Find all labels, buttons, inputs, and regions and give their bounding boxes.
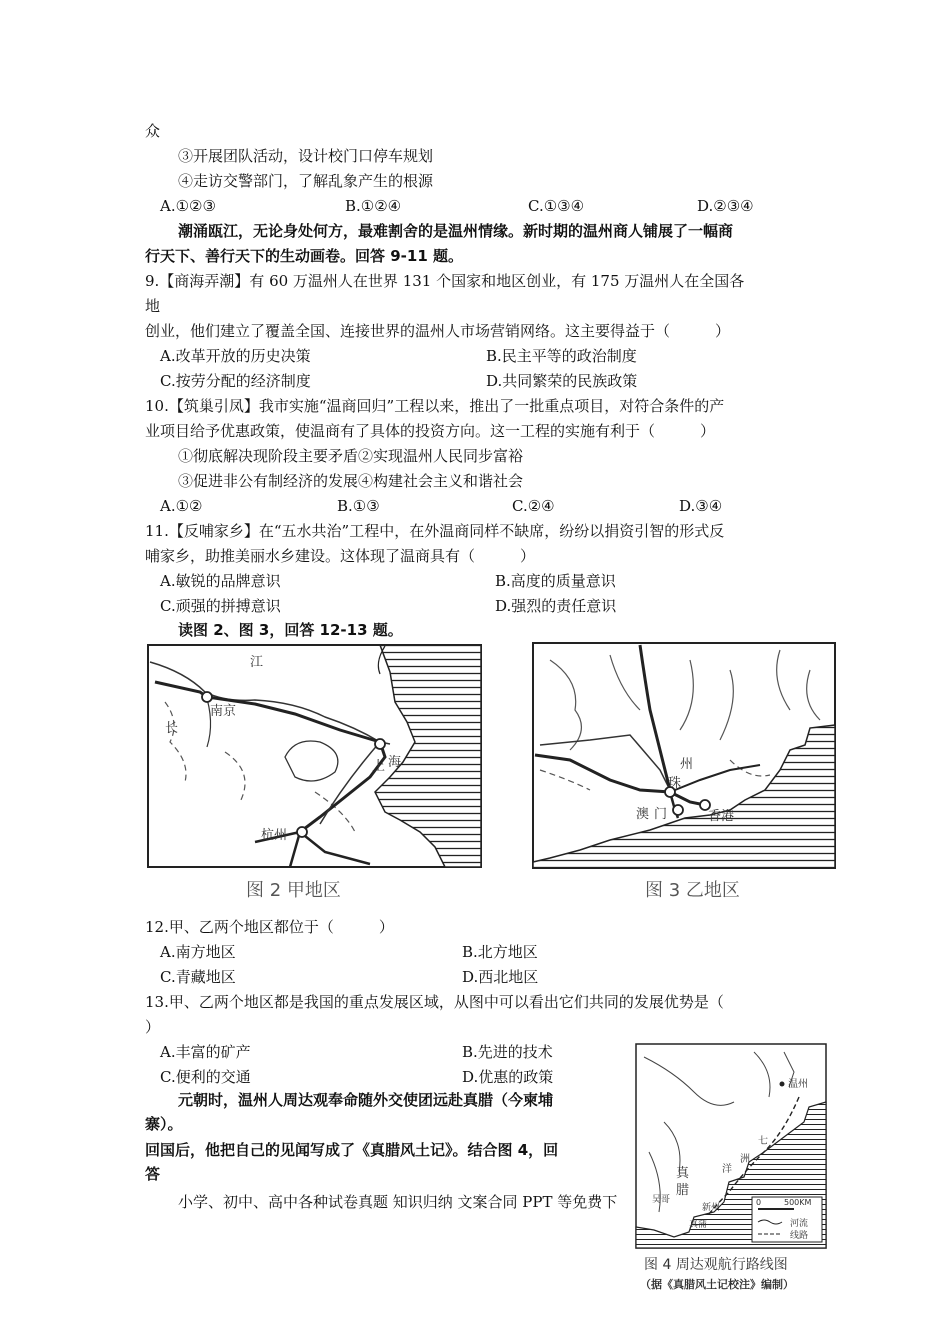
q8-choice-d: D.②③④ — [697, 197, 754, 215]
question-13: 13.甲、乙两个地区都是我国的重点发展区域，从图中可以看出它们共同的发展优势是（ — [145, 993, 724, 1011]
figure-3-caption: 图 3 乙地区 — [645, 880, 740, 901]
scale-zero: 0 — [756, 1198, 762, 1207]
label-zhenpu: 真蒲 — [689, 1220, 708, 1230]
text-line: 众 — [145, 122, 161, 140]
map-figure-2 — [145, 642, 485, 870]
q11-choice-b: B.高度的质量意识 — [495, 572, 616, 590]
label-zhou-islands: 洲 — [740, 1154, 750, 1165]
scale-label: 500KM — [784, 1198, 812, 1207]
label-zhou: 州 — [680, 757, 694, 772]
q11-choice-d: D.强烈的责任意识 — [495, 597, 617, 615]
q9-choice-d: D.共同繁荣的民族政策 — [486, 372, 638, 390]
q8-choice-b: B.①②④ — [345, 197, 402, 215]
map-figure-4 — [634, 1042, 828, 1250]
question-9: 9.【商海弄潮】有 60 万温州人在世界 131 个国家和地区创业，有 175 万温州人在全国各 — [145, 272, 745, 290]
legend-river: 河流 — [790, 1219, 809, 1229]
q8-choice-c: C.①③④ — [528, 197, 585, 215]
question-9: 创业，他们建立了覆盖全国、连接世界的温州人市场营销网络。这主要得益于（ ） — [145, 322, 731, 340]
q12-choice-a: A.南方地区 — [160, 943, 236, 961]
q11-choice-a: A.敏锐的品牌意识 — [160, 572, 281, 590]
q11-choice-c: C.顽强的拼搏意识 — [160, 597, 281, 615]
q9-choice-a: A.改革开放的历史决策 — [160, 347, 311, 365]
q8-choice-a: A.①②③ — [160, 197, 216, 215]
label-nanjing: 南京 — [210, 704, 237, 719]
label-xinzhou: 新州 — [702, 1203, 721, 1213]
yuan-intro: 答 — [145, 1165, 161, 1183]
footer-watermark: 小学、初中、高中各种试卷真题 知识归纳 文案合同 PPT 等免费下 — [178, 1193, 618, 1211]
label-la: 腊 — [676, 1183, 690, 1198]
yuan-intro: 回国后，他把自己的见闻写成了《真腊风土记》。结合图 4，回 — [145, 1141, 559, 1159]
label-qi: 七 — [758, 1136, 768, 1147]
question-9: 地 — [145, 297, 161, 315]
q10-choice-c: C.②④ — [512, 497, 555, 515]
q10-choice-a: A.①② — [160, 497, 203, 515]
label-chang: 长 — [165, 721, 179, 736]
q8-option-3: ③开展团队活动，设计校门口停车规划 — [178, 147, 434, 165]
question-11: 哺家乡，助推美丽水乡建设。这体现了温商具有（ ） — [145, 547, 536, 565]
q12-choice-c: C.青藏地区 — [160, 968, 236, 986]
q12-choice-b: B.北方地区 — [462, 943, 538, 961]
q13-choice-d: D.优惠的政策 — [462, 1068, 554, 1086]
legend-route: 线路 — [790, 1231, 809, 1241]
intro-text: 潮涌瓯江，无论身处何方，最难割舍的是温州情缘。新时期的温州商人铺展了一幅商 — [178, 222, 734, 240]
question-10: 业项目给予优惠政策，使温商有了具体的投资方向。这一工程的实施有利于（ ） — [145, 422, 716, 440]
yuan-intro: 元朝时，温州人周达观奉命随外交使团远赴真腊（今柬埔 — [178, 1091, 554, 1109]
label-zhen: 真 — [676, 1166, 690, 1181]
yuan-intro: 寨）。 — [145, 1115, 183, 1133]
intro-text: 行天下、善行天下的生动画卷。回答 9-11 题。 — [145, 247, 463, 265]
question-10: 10.【筑巢引凤】我市实施“温商回归”工程以来，推出了一批重点项目，对符合条件的产 — [145, 397, 725, 415]
label-shang: 上 — [372, 759, 386, 774]
q12-choice-d: D.西北地区 — [462, 968, 539, 986]
q13-choice-a: A.丰富的矿产 — [160, 1043, 251, 1061]
label-yang: 洋 — [722, 1164, 732, 1175]
q13-choice-c: C.便利的交通 — [160, 1068, 251, 1086]
label-jiang: 江 — [250, 655, 264, 670]
question-10: ③促进非公有制经济的发展④构建社会主义和谐社会 — [178, 472, 524, 490]
figure-4-caption: 图 4 周达观航行路线图 — [644, 1257, 788, 1273]
q9-choice-b: B.民主平等的政治制度 — [486, 347, 637, 365]
question-12: 12.甲、乙两个地区都位于（ ） — [145, 918, 394, 936]
question-11: 11.【反哺家乡】在“五水共治”工程中，在外温商同样不缺席，纷纷以捐资引智的形式反 — [145, 522, 725, 540]
q13-choice-b: B.先进的技术 — [462, 1043, 553, 1061]
q10-choice-b: B.①③ — [337, 497, 380, 515]
label-hangzhou: 杭州 — [261, 828, 288, 843]
label-ao: 澳 — [636, 807, 650, 822]
question-10: ①彻底解决现阶段主要矛盾②实现温州人民同步富裕 — [178, 447, 524, 465]
figure-2-caption: 图 2 甲地区 — [246, 880, 341, 901]
label-xianggang: 香港 — [708, 809, 735, 824]
label-wuge: 吴哥 — [652, 1195, 671, 1205]
q9-choice-c: C.按劳分配的经济制度 — [160, 372, 311, 390]
figure-4-source: （据《真腊风土记校注》编制） — [640, 1278, 794, 1291]
read-figures-instruction: 读图 2、图 3，回答 12-13 题。 — [178, 621, 403, 639]
q8-option-4: ④走访交警部门，了解乱象产生的根源 — [178, 172, 434, 190]
map-figure-3 — [530, 640, 838, 870]
label-men: 门 — [654, 807, 668, 822]
label-hai: 海 — [388, 755, 402, 770]
label-zhu: 珠 — [668, 776, 682, 791]
q10-choice-d: D.③④ — [679, 497, 723, 515]
label-wenzhou: 温州 — [788, 1079, 808, 1090]
question-13: ） — [145, 1018, 161, 1036]
